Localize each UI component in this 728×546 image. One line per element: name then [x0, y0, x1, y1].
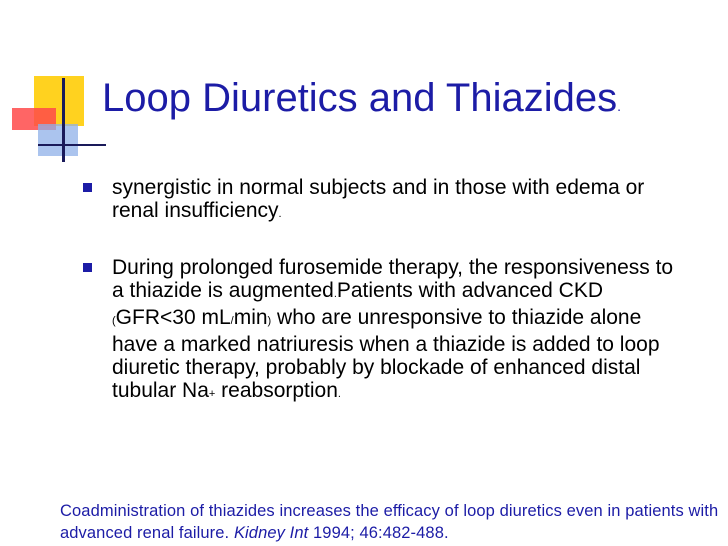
citation-text: Coadministration of thiazides increases the efficacy of loop diuretics even in patients with advanced renal failure. — [60, 502, 719, 542]
bullet-list — [80, 176, 680, 406]
bullet-2-paren-close: ) — [267, 315, 272, 327]
bullet-2-period-f: . — [337, 388, 341, 400]
bullet-square-icon — [83, 183, 92, 192]
bullet-1-text: synergistic in normal subjects and in those with edema or renal insufficiency — [112, 176, 645, 222]
bullet-2-slash: / — [230, 315, 234, 327]
bullet-item-2 — [80, 256, 680, 406]
decor-blue-square — [38, 124, 78, 156]
bullet-2-paren-open: ( — [112, 315, 116, 327]
slide-title-text: Loop Diuretics and Thiazides — [102, 76, 618, 120]
bullet-2-text-e: who are unresponsive to thiazide alone have a marked natriuresis when a thiazide is added to loop diuretic therapy, probably by blockade of enhanced distal tubular Na — [112, 306, 660, 402]
bullet-2-text-b: Patients with advanced CKD — [336, 279, 604, 302]
bullet-2-plus: + — [208, 388, 216, 400]
citation-ref: 1994; 46:482-488. — [308, 524, 449, 542]
bullet-2-text-f: reabsorption — [215, 379, 338, 402]
citation-journal: Kidney Int — [233, 524, 309, 542]
bullet-2-text-d: min — [233, 306, 268, 329]
bullet-square-icon — [83, 263, 92, 272]
slide-title — [102, 76, 621, 121]
decor-horizontal-line — [38, 144, 106, 146]
bullet-2-text-a: During prolonged furosemide therapy, the responsiveness to a thiazide is augmented — [112, 256, 674, 302]
bullet-2-period-a: . — [333, 288, 337, 300]
decor-vertical-line — [62, 78, 65, 162]
bullet-1-period: . — [278, 208, 282, 220]
bullet-item-1 — [80, 176, 680, 226]
citation — [60, 500, 724, 544]
slide-title-period: . — [617, 98, 622, 114]
bullet-2-text-c: GFR<30 mL — [115, 306, 231, 329]
